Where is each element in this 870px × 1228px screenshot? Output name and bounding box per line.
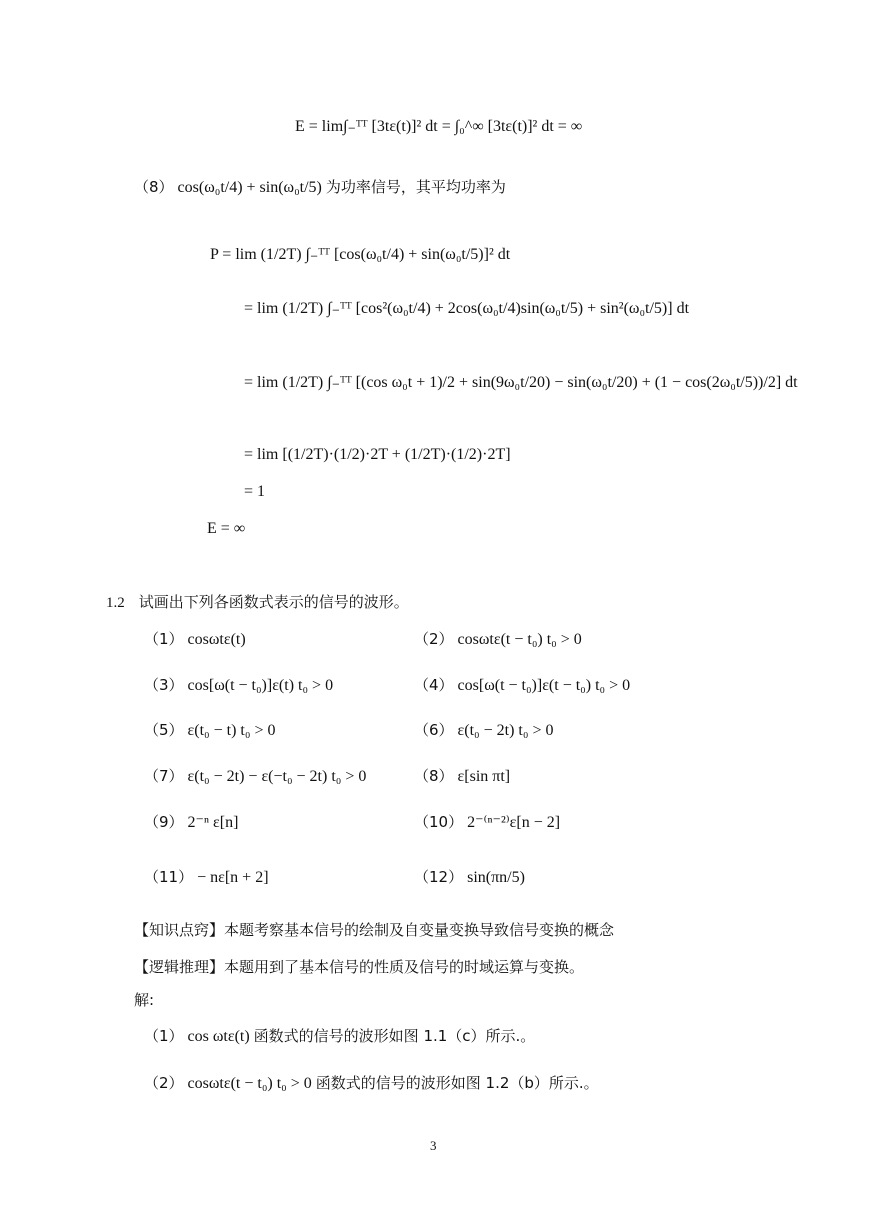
power-derivation-line-5 — [244, 483, 265, 501]
item-expr: cosωtε(t − t₀) t₀ > 0 — [457, 631, 582, 648]
list-item — [144, 866, 269, 887]
list-item — [144, 674, 333, 695]
equation-energy-top — [295, 116, 582, 136]
answer-text: 函数式的信号的波形如图 1.1（c）所示.。 — [253, 1027, 536, 1045]
list-item — [144, 628, 246, 649]
section-number: 1.2 — [106, 595, 125, 611]
answer-expr: cosωtε(t − t₀) t₀ > 0 — [187, 1075, 312, 1092]
section-heading — [106, 591, 409, 612]
item-expr: cosωtε(t) — [187, 631, 246, 648]
section-title: 试画出下列各函数式表示的信号的波形。 — [138, 593, 409, 611]
item-label: （12） — [414, 868, 464, 886]
page-number: 3 — [430, 1138, 437, 1153]
answer-label: （2） — [144, 1074, 184, 1092]
item-label: （8） — [414, 767, 454, 785]
power-derivation-line-3 — [244, 372, 798, 392]
item-expr: ε[sin πt] — [457, 768, 511, 785]
item-label: （6） — [414, 721, 454, 739]
item-label: （2） — [414, 630, 454, 648]
item-label: （4） — [414, 676, 454, 694]
item-label: （10） — [414, 813, 464, 831]
solution-label: 解: — [134, 991, 155, 1009]
item-label: （7） — [144, 767, 184, 785]
item-label: （5） — [144, 721, 184, 739]
answer-text: 函数式的信号的波形如图 1.2（b）所示.。 — [315, 1074, 599, 1092]
list-item — [414, 719, 553, 740]
power-derivation-line-1 — [210, 244, 510, 264]
answer-expr: cos ωtε(t) — [187, 1028, 250, 1045]
item-label: （1） — [144, 630, 184, 648]
item-expr: sin(πn/5) — [467, 869, 525, 886]
power-derivation-line-2 — [244, 298, 689, 318]
item8-text: 为功率信号，其平均功率为 — [325, 178, 506, 196]
list-item — [414, 866, 525, 887]
item-expr: ε(t₀ − 2t) t₀ > 0 — [457, 722, 554, 739]
power-line-3-text: = lim (1/2T) ∫₋ᵀᵀ [(cos ω₀t + 1)/2 + sin(9ω₀t/20) − sin(ω₀t/20) + (1 − cos(2ω₀t/5))/2] dt — [244, 374, 798, 391]
item-expr: ε(t₀ − t) t₀ > 0 — [187, 722, 276, 739]
list-item — [414, 765, 510, 786]
item-expr: 2⁻⁽ⁿ⁻²⁾ε[n − 2] — [467, 814, 561, 831]
knowledge-point: 【知识点窍】本题考察基本信号的绘制及自变量变换导致信号变换的概念 — [134, 921, 615, 939]
item-label: （3） — [144, 676, 184, 694]
list-item — [144, 765, 366, 786]
list-item — [414, 811, 560, 832]
list-item — [144, 811, 238, 832]
answer-label: （1） — [144, 1027, 184, 1045]
power-line-4-text: = lim [(1/2T)·(1/2)·2T + (1/2T)·(1/2)·2T] — [244, 446, 511, 463]
answer-item — [144, 1072, 599, 1093]
list-item — [414, 628, 582, 649]
list-item — [414, 674, 630, 695]
list-item — [144, 719, 275, 740]
power-line-5-text: = 1 — [244, 483, 266, 500]
item8-power-line — [134, 176, 506, 197]
item-expr: 2⁻ⁿ ε[n] — [187, 814, 239, 831]
item8-label: （8） — [134, 178, 174, 196]
logic-reasoning: 【逻辑推理】本题用到了基本信号的性质及信号的时域运算与变换。 — [134, 958, 585, 976]
equation-energy-text: E = lim∫₋ᵀᵀ [3tε(t)]² dt = ∫₀^∞ [3tε(t)]² dt = ∞ — [295, 118, 583, 135]
item-label: （11） — [144, 868, 194, 886]
energy-infinite-text: E = ∞ — [207, 520, 246, 537]
power-derivation-line-4 — [244, 446, 511, 464]
answer-item — [144, 1025, 535, 1046]
item8-expr: cos(ω₀t/4) + sin(ω₀t/5) — [177, 179, 322, 196]
item-expr: ε(t₀ − 2t) − ε(−t₀ − 2t) t₀ > 0 — [187, 768, 367, 785]
energy-infinite-line — [207, 520, 245, 538]
item-expr: − nε[n + 2] — [197, 869, 269, 886]
item-expr: cos[ω(t − t₀)]ε(t) t₀ > 0 — [187, 677, 334, 694]
item-label: （9） — [144, 813, 184, 831]
power-line-1-text: P = lim (1/2T) ∫₋ᵀᵀ [cos(ω₀t/4) + sin(ω₀t/5)]² dt — [210, 246, 511, 263]
item-expr: cos[ω(t − t₀)]ε(t − t₀) t₀ > 0 — [457, 677, 631, 694]
power-line-2-text: = lim (1/2T) ∫₋ᵀᵀ [cos²(ω₀t/4) + 2cos(ω₀t/4)sin(ω₀t/5) + sin²(ω₀t/5)] dt — [244, 300, 690, 317]
